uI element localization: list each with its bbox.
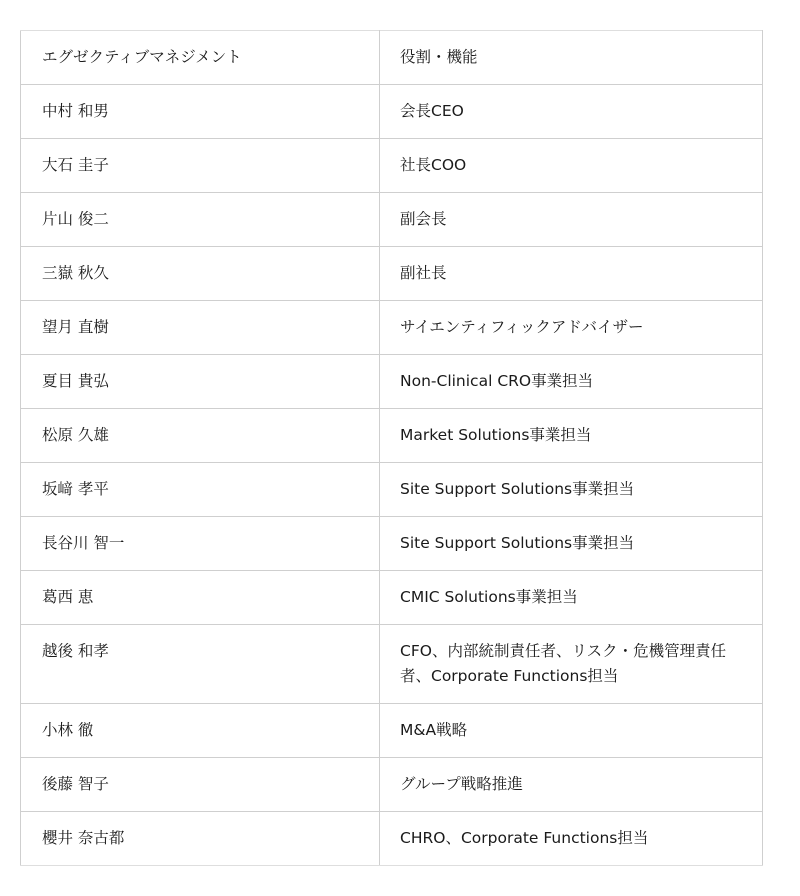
executive-role: 社長COO [380,139,763,193]
table-row [21,409,763,463]
table-row [21,355,763,409]
table-row [21,704,763,758]
table-row [21,193,763,247]
executive-name: 大石 圭子 [21,139,380,193]
executive-name: 葛西 恵 [21,571,380,625]
executive-name: 櫻井 奈古都 [21,812,380,866]
table-row [21,571,763,625]
header-role-cell: 役割・機能 [380,31,763,85]
table-row [21,758,763,812]
executive-name: 小林 徹 [21,704,380,758]
table-row [21,85,763,139]
executive-role: CMIC Solutions事業担当 [380,571,763,625]
table-row [21,812,763,866]
table-row [21,463,763,517]
executive-role: 会長CEO [380,85,763,139]
executive-management-table [20,30,763,866]
table-row [21,517,763,571]
executive-name: 後藤 智子 [21,758,380,812]
executive-name: 夏目 貴弘 [21,355,380,409]
table-row [21,139,763,193]
executive-name: 片山 俊二 [21,193,380,247]
executive-name: 三嶽 秋久 [21,247,380,301]
executive-role: CHRO、Corporate Functions担当 [380,812,763,866]
executive-name: 越後 和孝 [21,625,380,704]
table-row [21,301,763,355]
table-header-row [21,31,763,85]
executive-role: M&A戦略 [380,704,763,758]
executive-role: CFO、内部統制責任者、リスク・危機管理責任者、Corporate Functions担当 [380,625,763,704]
executive-role: Site Support Solutions事業担当 [380,517,763,571]
executive-name: 坂﨑 孝平 [21,463,380,517]
table-row [21,625,763,704]
executive-role: サイエンティフィックアドバイザー [380,301,763,355]
header-name-cell: エグゼクティブマネジメント [21,31,380,85]
executive-name: 中村 和男 [21,85,380,139]
executive-name: 望月 直樹 [21,301,380,355]
executive-role: Non-Clinical CRO事業担当 [380,355,763,409]
executive-name: 松原 久雄 [21,409,380,463]
executive-role: Site Support Solutions事業担当 [380,463,763,517]
executive-role: Market Solutions事業担当 [380,409,763,463]
executive-role: 副会長 [380,193,763,247]
table-row [21,247,763,301]
executive-role: グループ戦略推進 [380,758,763,812]
executive-name: 長谷川 智一 [21,517,380,571]
executive-management-table-container [20,30,762,866]
executive-role: 副社長 [380,247,763,301]
